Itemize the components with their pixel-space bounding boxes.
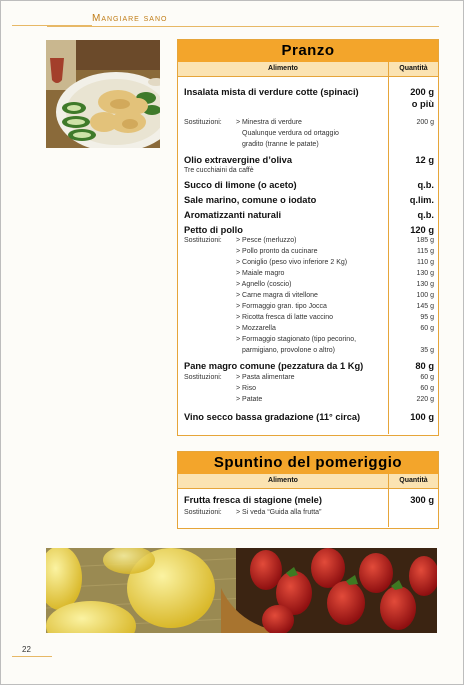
substitute-item: > Formaggio stagionato (tipo pecorino, xyxy=(236,336,357,343)
substitutions-label: Sostituzioni: xyxy=(184,509,222,516)
quantity: 60 g xyxy=(420,374,434,381)
substitute-item: > Formaggio gran. tipo Jocca xyxy=(236,303,327,310)
food-name: Insalata mista di verdure cotte (spinaci) xyxy=(184,87,359,97)
substitute-item: > Si veda “Guida alla frutta” xyxy=(236,509,322,516)
substitute-item: > Ricotta fresca di latte vaccino xyxy=(236,314,334,321)
substitute-item: > Minestra di verdure xyxy=(236,119,302,126)
food-name: Petto di pollo xyxy=(184,225,243,235)
food-name: Pane magro comune (pezzatura da 1 Kg) xyxy=(184,361,364,371)
substitute-item: > Pesce (merluzzo) xyxy=(236,237,297,244)
substitutions-label: Sostituzioni: xyxy=(184,119,222,126)
food-name: Olio extravergine d’oliva xyxy=(184,155,292,165)
substitute-item: parmigiano, provolone o altro) xyxy=(242,347,335,354)
quantity: 130 g xyxy=(416,281,434,288)
page-number: 22 xyxy=(22,645,31,654)
quantity: 145 g xyxy=(416,303,434,310)
quantity: q.b. xyxy=(417,180,434,190)
quantity: o più xyxy=(411,99,434,109)
spuntino-column-header xyxy=(178,474,438,489)
quantita-header: Quantità xyxy=(388,62,438,76)
quantity: 100 g xyxy=(416,292,434,299)
salad-photo xyxy=(46,40,160,148)
substitute-item: > Pollo pronto da cucinare xyxy=(236,248,318,255)
quantity: 200 g xyxy=(416,119,434,126)
food-name: Aromatizzanti naturali xyxy=(184,210,282,220)
pranzo-title: Pranzo xyxy=(178,40,438,62)
substitute-item: > Maiale magro xyxy=(236,270,285,277)
quantity: q.b. xyxy=(417,210,434,220)
quantity: 200 g xyxy=(410,87,434,97)
substitute-item: > Agnello (coscio) xyxy=(236,281,292,288)
substitute-item: Qualunque verdura od ortaggio xyxy=(242,130,339,137)
quantity: 60 g xyxy=(420,385,434,392)
quantita-header: Quantità xyxy=(388,474,438,488)
quantity: 120 g xyxy=(410,225,434,235)
spuntino-body xyxy=(178,489,438,527)
footer-rule xyxy=(12,656,52,657)
quantity: 60 g xyxy=(420,325,434,332)
substitute-item: > Coniglio (peso vivo inferiore 2 Kg) xyxy=(236,259,348,266)
fruit-photo xyxy=(46,548,437,633)
food-note: Tre cucchiaini da caffè xyxy=(184,167,254,174)
spuntino-title: Spuntino del pomeriggio xyxy=(178,452,438,474)
running-head: Mangiare sano xyxy=(92,13,168,24)
quantity: 220 g xyxy=(416,396,434,403)
alimento-header: Alimento xyxy=(268,65,298,72)
pranzo-table xyxy=(177,39,439,436)
quantity: 110 g xyxy=(417,259,434,266)
alimento-header: Alimento xyxy=(268,477,298,484)
food-name: Sale marino, comune o iodato xyxy=(184,195,317,205)
substitutions-label: Sostituzioni: xyxy=(184,237,222,244)
substitute-item: > Pasta alimentare xyxy=(236,374,295,381)
substitute-item: > Patate xyxy=(236,396,263,403)
quantity: 130 g xyxy=(416,270,434,277)
pranzo-column-header xyxy=(178,62,438,77)
quantity: 12 g xyxy=(415,155,434,165)
pranzo-body xyxy=(178,77,438,434)
quantity: 80 g xyxy=(415,361,434,371)
food-name: Succo di limone (o aceto) xyxy=(184,180,297,190)
spuntino-table xyxy=(177,451,439,529)
food-name: Frutta fresca di stagione (mele) xyxy=(184,495,322,505)
quantity: 35 g xyxy=(420,347,434,354)
quantity: 95 g xyxy=(420,314,434,321)
column-divider xyxy=(388,77,389,434)
substitute-item: gradito (tranne le patate) xyxy=(242,141,319,148)
substitutions-label: Sostituzioni: xyxy=(184,374,222,381)
substitute-item: > Riso xyxy=(236,385,257,392)
column-divider xyxy=(388,489,389,527)
substitute-item: > Carne magra di vitellone xyxy=(236,292,318,299)
quantity: 300 g xyxy=(410,495,434,505)
quantity: 100 g xyxy=(410,412,434,422)
substitute-item: > Mozzarella xyxy=(236,325,276,332)
food-name: Vino secco bassa gradazione (11° circa) xyxy=(184,412,361,422)
header-rule xyxy=(47,26,439,27)
quantity: 115 g xyxy=(417,248,434,255)
quantity: 185 g xyxy=(416,237,434,244)
quantity: q.lim. xyxy=(409,195,434,205)
